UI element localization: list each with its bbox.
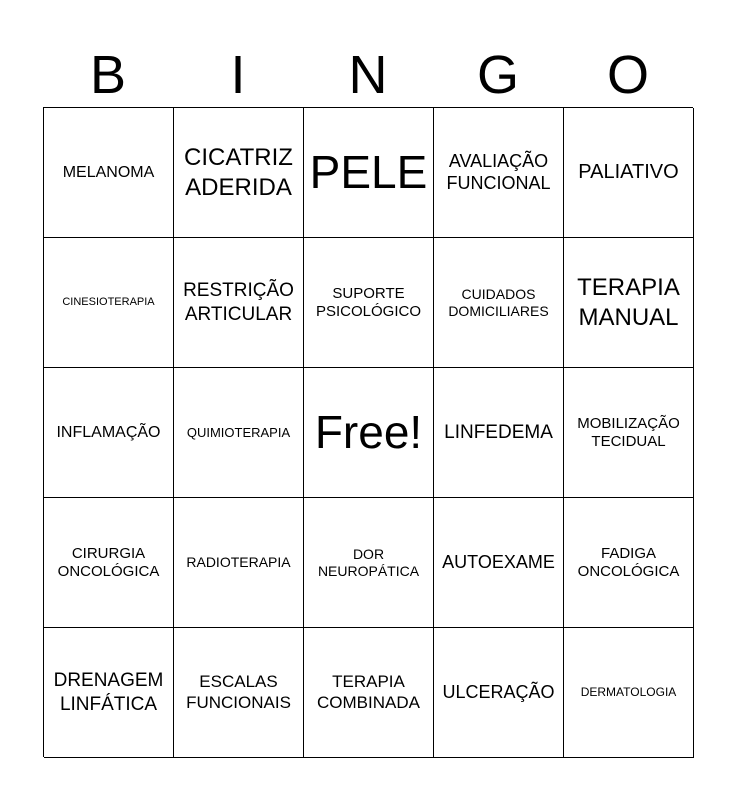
bingo-cell[interactable]: CIRURGIA ONCOLÓGICA	[44, 498, 174, 628]
bingo-cell[interactable]: QUIMIOTERAPIA	[174, 368, 304, 498]
bingo-cell[interactable]: INFLAMAÇÃO	[44, 368, 174, 498]
bingo-cell[interactable]: SUPORTE PSICOLÓGICO	[304, 238, 434, 368]
bingo-cell[interactable]: MELANOMA	[44, 108, 174, 238]
bingo-cell[interactable]: AUTOEXAME	[434, 498, 564, 628]
bingo-header	[43, 45, 693, 105]
header-letter-n: N	[348, 45, 388, 105]
bingo-cell[interactable]: ESCALAS FUNCIONAIS	[174, 628, 304, 758]
bingo-cell[interactable]: FADIGA ONCOLÓGICA	[564, 498, 694, 628]
bingo-cell[interactable]: ULCERAÇÃO	[434, 628, 564, 758]
bingo-cell[interactable]: LINFEDEMA	[434, 368, 564, 498]
bingo-cell[interactable]: PALIATIVO	[564, 108, 694, 238]
bingo-board	[43, 107, 693, 757]
header-letter-i: I	[230, 45, 246, 105]
header-letter-b: B	[89, 45, 127, 105]
bingo-cell[interactable]: MOBILIZAÇÃO TECIDUAL	[564, 368, 694, 498]
bingo-cell[interactable]: CUIDADOS DOMICILIARES	[434, 238, 564, 368]
bingo-cell[interactable]: TERAPIA MANUAL	[564, 238, 694, 368]
bingo-cell[interactable]: DOR NEUROPÁTICA	[304, 498, 434, 628]
bingo-cell[interactable]: PELE	[304, 108, 434, 238]
bingo-cell[interactable]: AVALIAÇÃO FUNCIONAL	[434, 108, 564, 238]
bingo-cell[interactable]: RADIOTERAPIA	[174, 498, 304, 628]
free-space[interactable]: Free!	[304, 368, 434, 498]
bingo-cell[interactable]: DERMATOLOGIA	[564, 628, 694, 758]
bingo-cell[interactable]: CINESIOTERAPIA	[44, 238, 174, 368]
header-letter-g: G	[476, 45, 519, 105]
header-letter-o: O	[606, 45, 649, 105]
bingo-cell[interactable]: CICATRIZ ADERIDA	[174, 108, 304, 238]
bingo-cell[interactable]: DRENAGEM LINFÁTICA	[44, 628, 174, 758]
bingo-cell[interactable]: TERAPIA COMBINADA	[304, 628, 434, 758]
bingo-cell[interactable]: RESTRIÇÃO ARTICULAR	[174, 238, 304, 368]
